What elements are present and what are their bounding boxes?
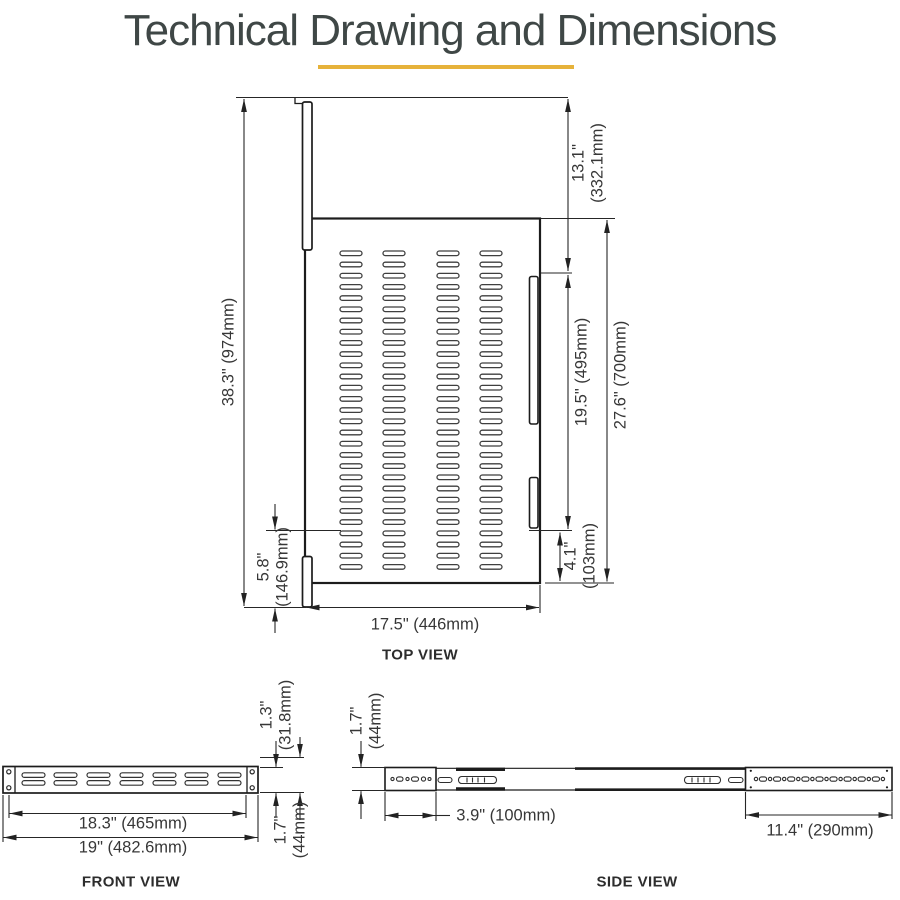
dim-hole-spacing-label [258,680,297,751]
dim-total-width-label: 19" (482.6mm) [78,838,188,857]
top-view-caption: TOP VIEW [382,646,458,664]
front-view-drawing [3,767,258,794]
front-view-caption: FRONT VIEW [81,873,181,891]
dim-front-height-label [272,802,311,859]
page-title: Technical Drawing and Dimensions [123,6,777,55]
dim-side-height-in: 1.7" [347,706,366,736]
dim-shelf-width-label: 17.5" (446mm) [370,615,480,634]
dim-bracket-length-label: 3.9" (100mm) [456,806,556,825]
dim-front-section-mm: (332.1mm) [589,123,607,203]
dim-overall-depth-label: 38.3" (974mm) [219,297,238,407]
dim-front-height-in: 1.7" [271,815,290,845]
dim-rear-overhang-in: 5.8" [254,552,273,582]
dim-side-height-label [348,693,387,750]
slide-rail-details [391,777,743,784]
dim-rail-to-rear-label [562,523,601,589]
dim-rail-to-rear-mm: (103mm) [581,522,599,590]
dim-hole-spacing-in: 1.3" [257,700,276,730]
side-view-caption: SIDE VIEW [596,873,678,891]
side-view-drawing [385,768,892,791]
dim-rear-overhang-mm: (146.9mm) [274,527,292,607]
dim-shelf-depth-label: 27.6" (700mm) [611,320,630,430]
dim-front-height-mm: (44mm) [291,801,309,859]
dim-hole-spacing-mm: (31.8mm) [277,679,295,751]
dim-rear-overhang-label [255,527,294,607]
dim-front-section-in: 13.1" [569,144,588,182]
dim-rail-length-side-label: 11.4" (290mm) [766,821,874,840]
dim-rail-to-rear-in: 4.1" [561,541,580,571]
dim-inner-width-label: 18.3" (465mm) [78,814,188,833]
dim-side-height-mm: (44mm) [367,692,385,750]
dim-rail-length-label: 19.5" (495mm) [572,317,591,427]
dim-front-section-label [570,123,609,203]
